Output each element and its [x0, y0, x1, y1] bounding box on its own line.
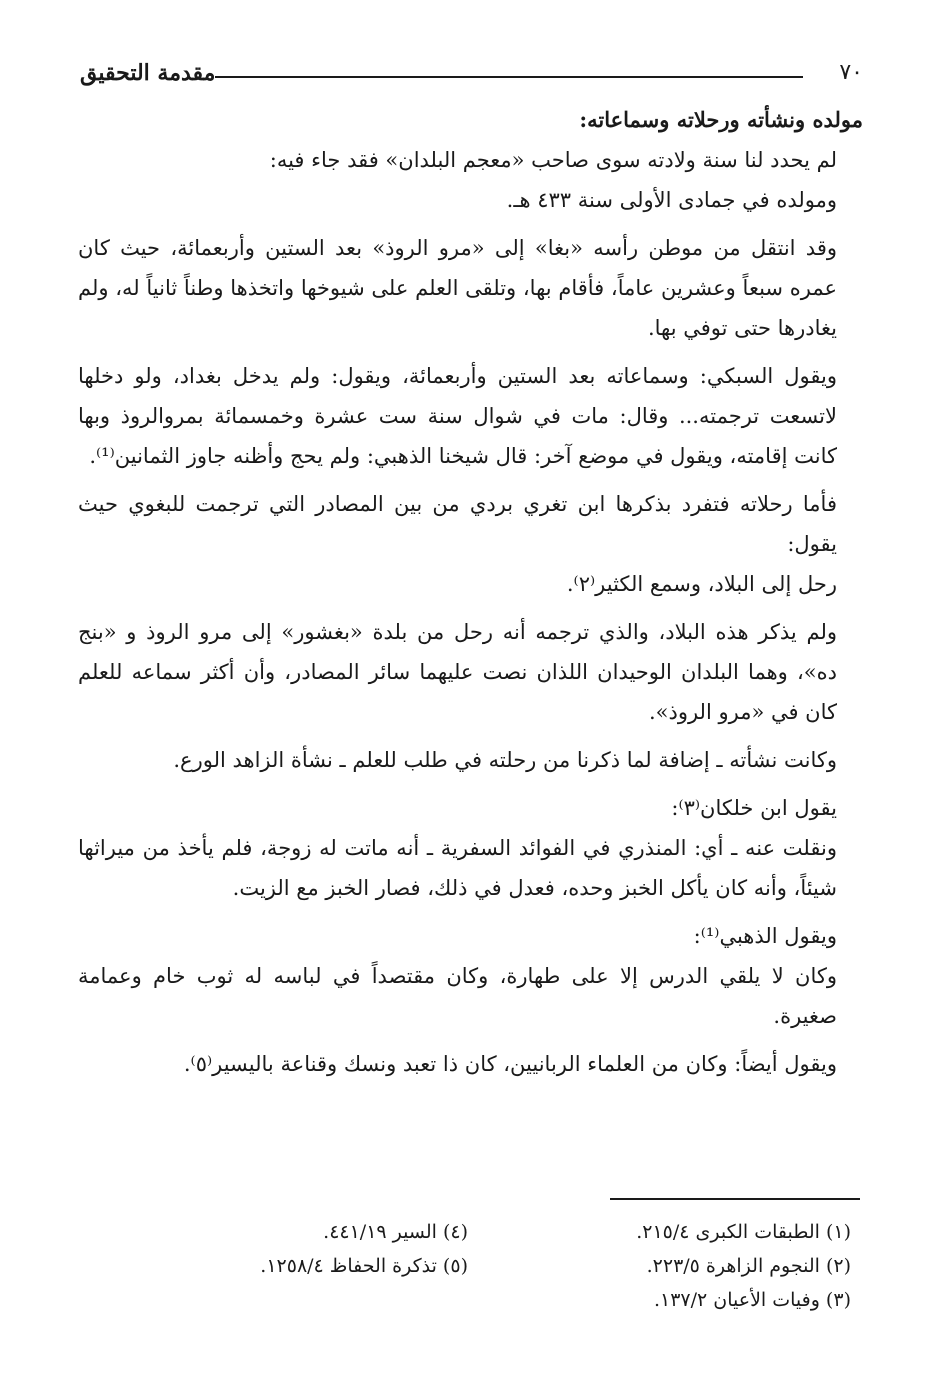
footnote-2: (٢) النجوم الزاهرة ٢٢٣/٥.	[646, 1255, 851, 1277]
main-text	[78, 100, 863, 1084]
header-rule	[215, 76, 803, 78]
paragraph-4: ويقول السبكي: وسماعاته بعد الستين وأربعمائة، ويقول: ولم يدخل بغداد، ولو دخلها لاتسعت ترجمته... وقال: مات في شوال سنة ست عشرة وخمسمائة بمروالروذ وبها كانت إقامته، ويقول في موضع آخر: قال شيخنا الذهبي: ولم يحج وأظنه جاوز الثمانين⁽¹⁾.	[78, 364, 837, 468]
paragraph-3: وقد انتقل من موطن رأسه «بغا» إلى «مرو الروذ» بعد الستين وأربعمائة، حيث كان عمره سبعاً وعشرين عاماً، فأقام بها، وتلقى العلم على شيوخها واتخذها وطناً ثانياً له، ولم يغادرها حتى توفي بها.	[78, 236, 837, 340]
paragraph-11: ويقول الذهبي⁽¹⁾:	[693, 924, 837, 948]
paragraph-9: يقول ابن خلكان⁽٣⁾:	[671, 796, 837, 820]
page-header	[80, 60, 863, 94]
footnote-separator	[610, 1198, 860, 1200]
page-number: ٧٠	[839, 60, 863, 85]
paragraph-7: ولم يذكر هذه البلاد، والذي ترجمه أنه رحل من بلدة «بغشور» إلى مرو الروذ و «بنج ده»، وهما البلدان الوحيدان اللذان نصت عليهما سائر المصادر، وأن أكثر سماعه للعلم كان في «مرو الروذ».	[78, 620, 837, 724]
running-title: مقدمة التحقيق	[80, 60, 216, 86]
section-heading: مولده ونشأته ورحلاته وسماعاته:	[579, 107, 863, 132]
paragraph-8: وكانت نشأته ـ إضافة لما ذكرنا من رحلته في طلب للعلم ـ نشأة الزاهد الورع.	[173, 748, 837, 772]
footnotes-column-right	[451, 1215, 851, 1317]
paragraph-1: لم يحدد لنا سنة ولادته سوى صاحب «معجم البلدان» فقد جاء فيه:	[269, 148, 837, 172]
footnotes-column-left	[68, 1215, 468, 1283]
footnote-4: (٤) السير ٤٤١/١٩.	[323, 1221, 468, 1243]
paragraph-12: وكان لا يلقي الدرس إلا على طهارة، وكان مقتصداً في لباسه له ثوب خام وعمامة صغيرة.	[78, 964, 837, 1028]
footnote-1: (١) الطبقات الكبرى ٢١٥/٤.	[636, 1221, 851, 1243]
paragraph-10: ونقلت عنه ـ أي: المنذري في الفوائد السفرية ـ أنه ماتت له زوجة، فلم يأخذ من ميراثها شيئاً، وأنه كان يأكل الخبز وحده، فعدل في ذلك، فصار الخبز مع الزيت.	[78, 836, 837, 900]
paragraph-13: ويقول أيضاً: وكان من العلماء الربانيين، كان ذا تعبد ونسك وقناعة باليسير⁽٥⁾.	[183, 1052, 837, 1076]
footnote-5: (٥) تذكرة الحفاظ ١٢٥٨/٤.	[260, 1255, 468, 1277]
footnote-3: (٣) وفيات الأعيان ١٣٧/٢.	[653, 1289, 851, 1311]
paragraph-2: ومولده في جمادى الأولى سنة ٤٣٣ هـ.	[506, 188, 837, 212]
paragraph-6: رحل إلى البلاد، وسمع الكثير⁽٢⁾.	[566, 572, 837, 596]
paragraph-5: فأما رحلاته فتفرد بذكرها ابن تغري بردي من بين المصادر التي ترجمت للبغوي حيث يقول:	[78, 492, 837, 556]
